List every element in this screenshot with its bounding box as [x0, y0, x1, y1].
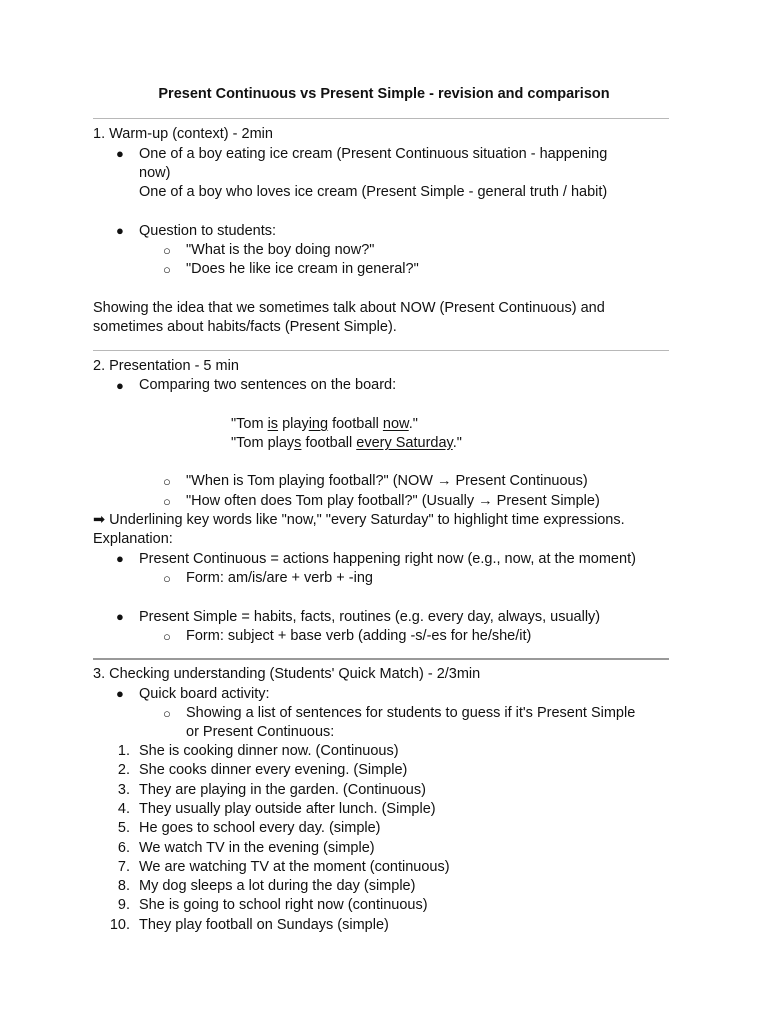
bullet-icon: ● [116, 551, 124, 566]
list-item-text: Present Simple = habits, facts, routines (e.g. every day, always, usually) [139, 609, 601, 625]
paragraph-text: sometimes about habits/facts (Present Simple). [93, 319, 397, 335]
circle-bullet-icon: ○ [163, 474, 171, 489]
sub-item-text: "Does he like ice cream in general?" [186, 261, 419, 277]
sub-item-text: Showing a list of sentences for students to guess if it's Present Simple [186, 705, 636, 721]
divider [93, 118, 669, 119]
circle-bullet-icon: ○ [163, 706, 171, 721]
list-item-text: Question to students: [139, 223, 277, 239]
section-heading: 1. Warm-up (context) - 2min [93, 126, 273, 142]
bullet-icon: ● [116, 378, 124, 393]
sub-item-text: "What is the boy doing now?" [186, 242, 375, 258]
sub-item-text: "When is Tom playing football?" (NOW → Present Continuous) [186, 473, 588, 489]
paragraph-text: Explanation: [93, 531, 173, 547]
bullet-icon: ● [116, 223, 124, 238]
section-heading: 3. Checking understanding (Students' Quick Match) - 2/3min [93, 666, 481, 682]
circle-bullet-icon: ○ [163, 494, 171, 509]
divider [93, 350, 669, 351]
list-item-text: Quick board activity: [139, 686, 270, 702]
list-item: We watch TV in the evening (simple) [139, 840, 375, 856]
list-item: She cooks dinner every evening. (Simple) [139, 762, 408, 778]
page-title: Present Continuous vs Present Simple - revision and comparison [158, 86, 610, 102]
list-item-text: One of a boy who loves ice cream (Present Simple - general truth / habit) [139, 184, 608, 200]
sub-item-text: Form: am/is/are + verb + -ing [186, 570, 373, 586]
section-heading: 2. Presentation - 5 min [93, 358, 239, 374]
circle-bullet-icon: ○ [163, 243, 171, 258]
sub-item-text: Form: subject + base verb (adding -s/-es for he/she/it) [186, 628, 532, 644]
list-number: 5. [117, 820, 130, 836]
bullet-icon: ● [116, 609, 124, 624]
list-number: 2. [117, 762, 130, 778]
bullet-icon: ● [116, 686, 124, 701]
list-number: 1. [117, 743, 130, 759]
example-sentence: "Tom is playing football now." [231, 416, 418, 432]
paragraph-text: Showing the idea that we sometimes talk about NOW (Present Continuous) and [93, 300, 605, 316]
list-item: She is cooking dinner now. (Continuous) [139, 743, 399, 759]
circle-bullet-icon: ○ [163, 629, 171, 644]
list-item-text: Present Continuous = actions happening right now (e.g., now, at the moment) [139, 551, 636, 567]
list-number: 8. [117, 878, 130, 894]
sub-item-text: or Present Continuous: [186, 724, 335, 740]
list-number: 6. [117, 840, 130, 856]
circle-bullet-icon: ○ [163, 262, 171, 277]
list-number: 9. [117, 897, 130, 913]
arrow-note: ➡ Underlining key words like "now," "every Saturday" to highlight time expressions. [93, 512, 625, 528]
example-sentence: "Tom plays football every Saturday." [231, 435, 462, 451]
divider [93, 658, 669, 660]
list-item: They are playing in the garden. (Continuous) [139, 782, 426, 798]
list-number: 3. [117, 782, 130, 798]
list-item-text: now) [139, 165, 171, 181]
list-item: He goes to school every day. (simple) [139, 820, 381, 836]
list-item-text: One of a boy eating ice cream (Present Continuous situation - happening [139, 146, 608, 162]
list-item: She is going to school right now (continuous) [139, 897, 428, 913]
list-item-text: Comparing two sentences on the board: [139, 377, 397, 393]
circle-bullet-icon: ○ [163, 571, 171, 586]
list-item: We are watching TV at the moment (continuous) [139, 859, 450, 875]
list-item: They usually play outside after lunch. (Simple) [139, 801, 436, 817]
list-item: They play football on Sundays (simple) [139, 917, 389, 933]
list-number: 4. [117, 801, 130, 817]
list-number: 10. [109, 917, 130, 933]
list-item: My dog sleeps a lot during the day (simple) [139, 878, 416, 894]
bullet-icon: ● [116, 146, 124, 161]
list-number: 7. [117, 859, 130, 875]
sub-item-text: "How often does Tom play football?" (Usually → Present Simple) [186, 493, 600, 509]
